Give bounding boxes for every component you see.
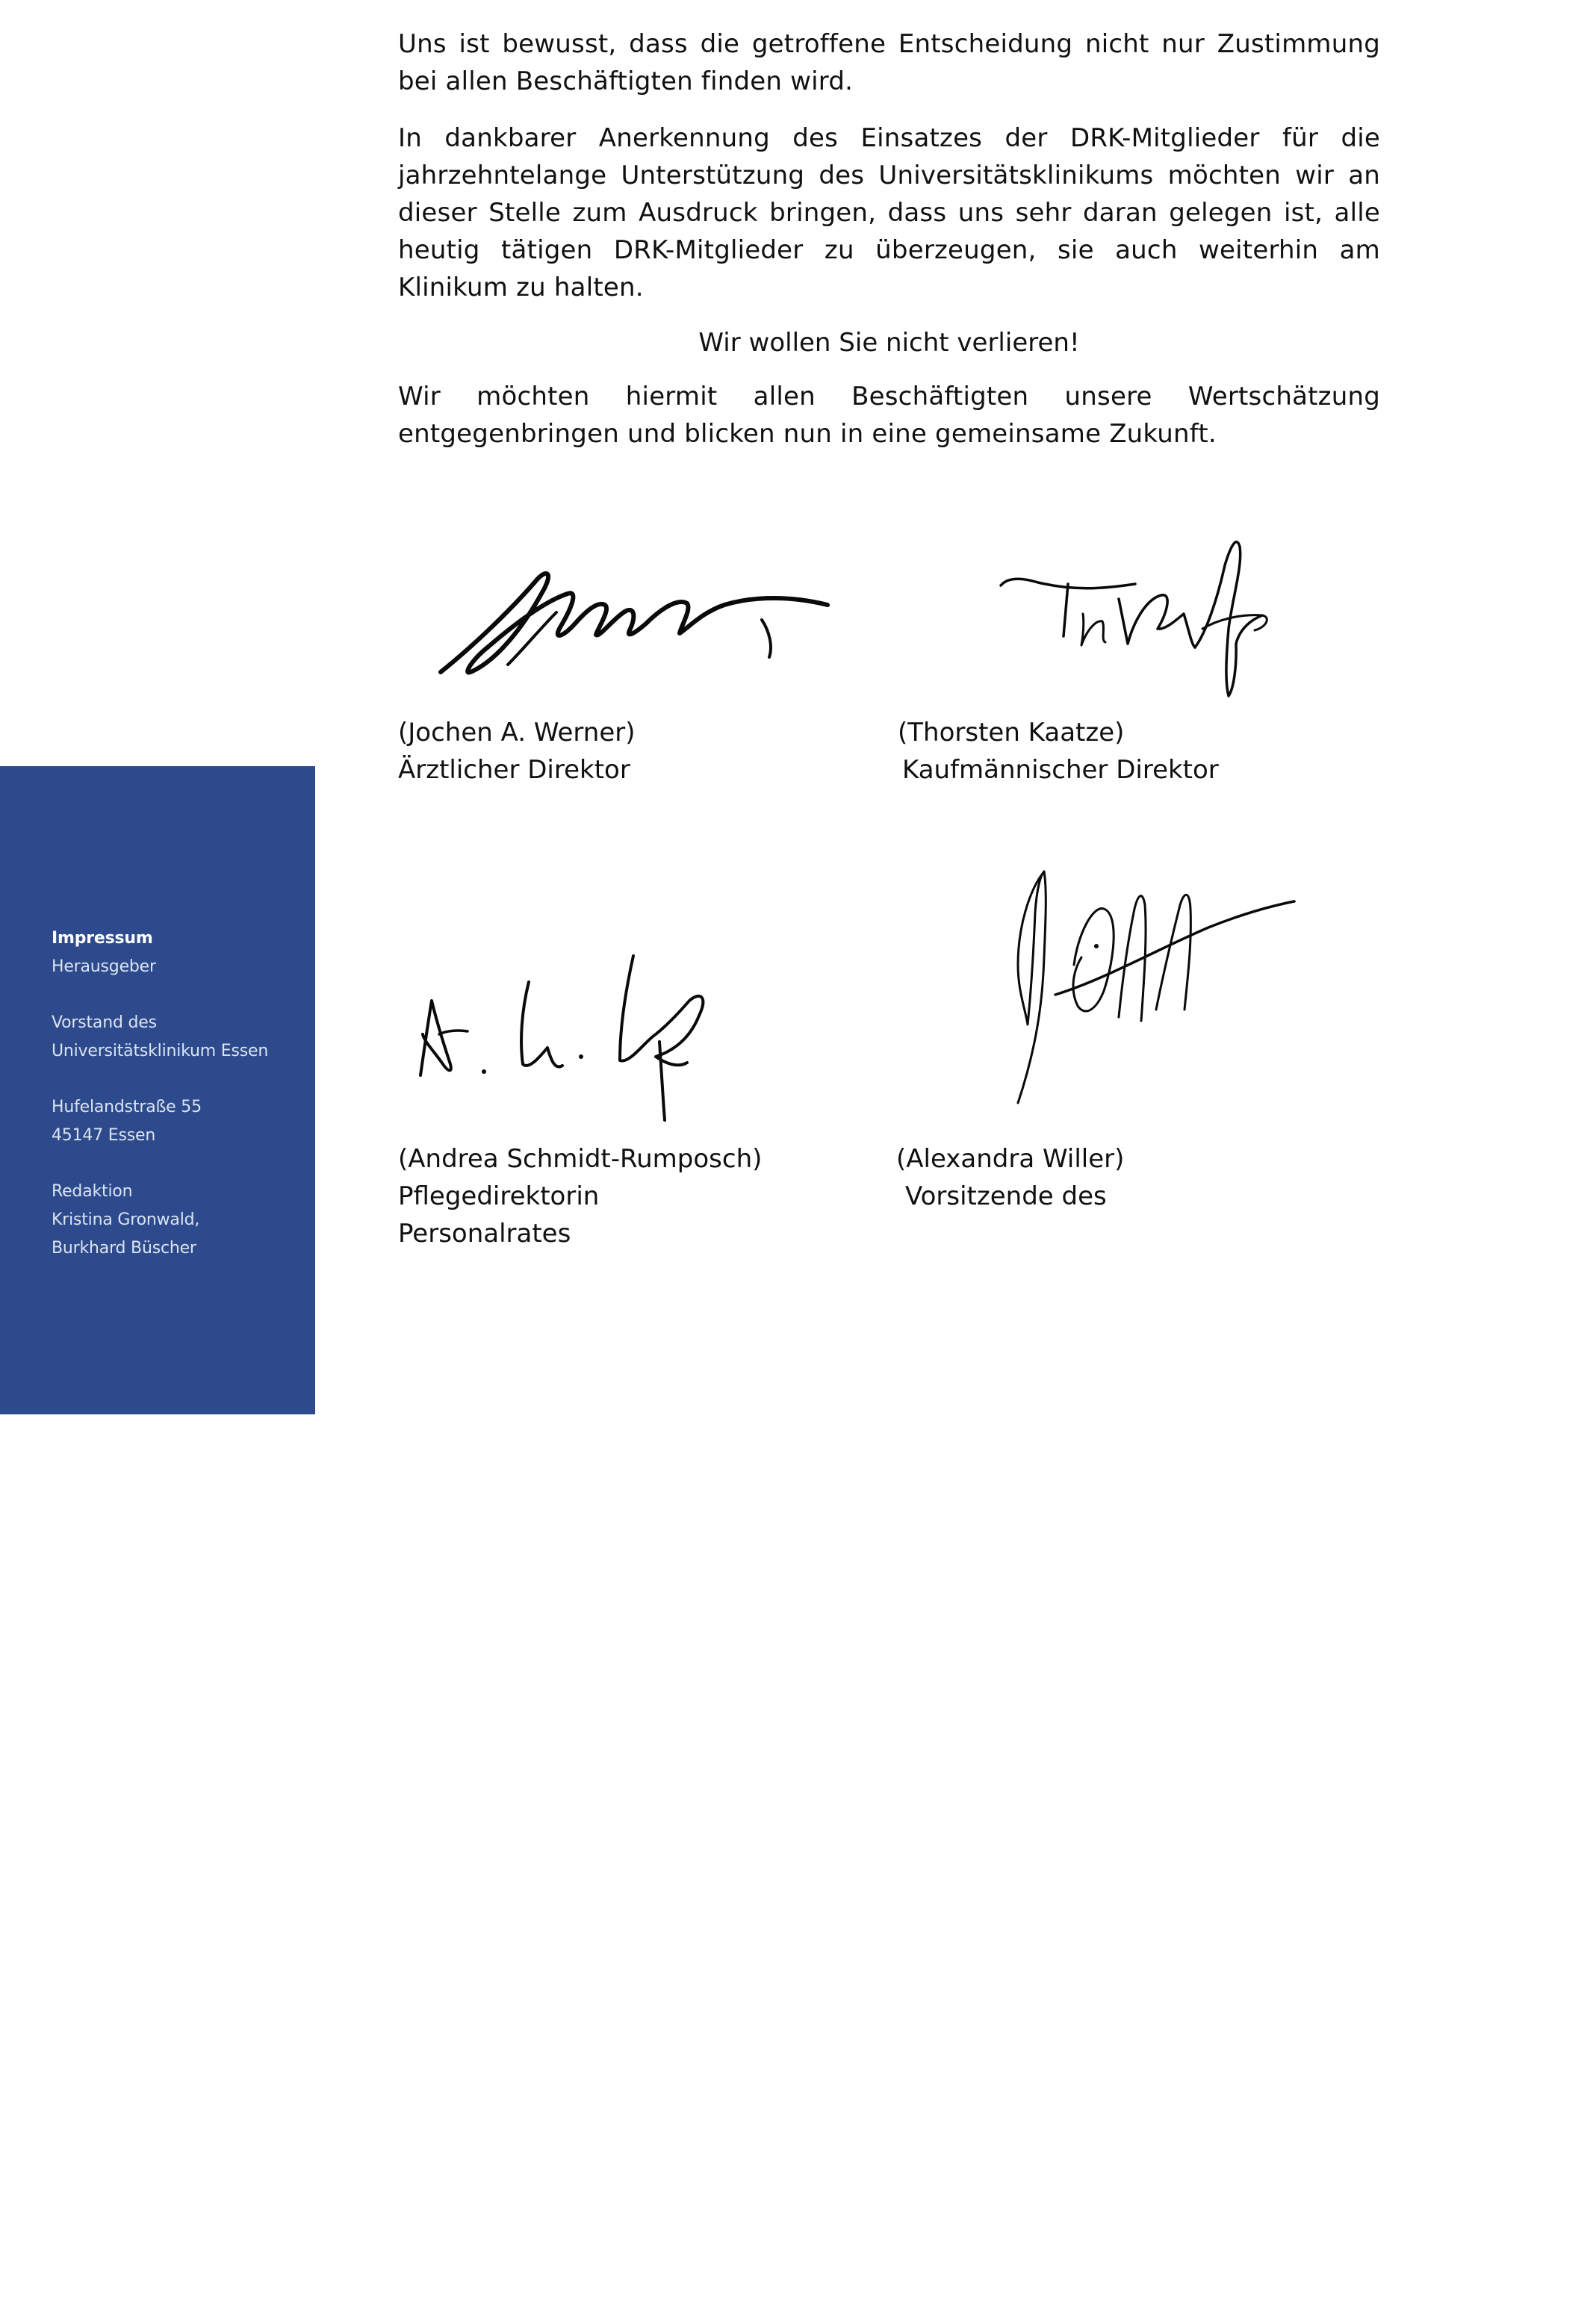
editorial-block xyxy=(52,1178,199,1263)
signatory-name: (Andrea Schmidt-Rumposch) xyxy=(398,1144,763,1174)
signature-schmidt-rumposch xyxy=(409,937,738,1131)
editor-name: Kristina Gronwald, xyxy=(52,1211,200,1229)
signatory-name: (Alexandra Willer) xyxy=(896,1144,1125,1174)
signatory-name: (Thorsten Kaatze) xyxy=(898,718,1125,748)
signatory-role: Ärztlicher Direktor xyxy=(398,755,630,785)
letter-slogan: Wir wollen Sie nicht verlieren! xyxy=(698,328,1080,358)
letter-paragraph: In dankbarer Anerkennung des Einsatzes der DRK-Mitglieder für die jahrzehntelange Unterstützung des Universitätsklinikums möchten wir an dieser Stelle zum Ausdruck bringen, dass uns sehr daran gelegen ist, alle heutig tätigen DRK-Mitglieder zu überzeugen, sie auch weiterhin am Klinikum zu halten. xyxy=(398,123,1380,302)
signatory-name: (Jochen A. Werner) xyxy=(398,718,636,748)
signatory-schmidt-rumposch xyxy=(398,1140,762,1252)
publisher-line: Universitätsklinikum Essen xyxy=(52,1042,269,1060)
editor-name: Burkhard Büscher xyxy=(52,1239,196,1258)
address-city: 45147 Essen xyxy=(52,1126,156,1145)
signatory-role: Vorsitzende des xyxy=(905,1181,1107,1211)
editorial-label: Redaktion xyxy=(52,1182,133,1201)
address-street: Hufelandstraße 55 xyxy=(52,1098,202,1116)
signatory-role: Kaufmännischer Direktor xyxy=(902,755,1219,785)
signature-kaatze xyxy=(993,532,1307,711)
letter-paragraph: Wir möchten hiermit allen Beschäftigten unsere Wertschätzung entgegenbringen und blicken nun in eine gemeinsame Zukunft. xyxy=(398,382,1380,449)
address-block xyxy=(52,1093,202,1150)
signatory-role: Pflegedirektorin xyxy=(398,1181,600,1211)
publisher-line: Vorstand des xyxy=(52,1013,157,1032)
signatory-role-continuation: Personalrates xyxy=(398,1219,571,1249)
signatory-werner xyxy=(398,714,636,789)
publisher-block xyxy=(52,1009,268,1066)
impressum-panel xyxy=(0,766,315,1414)
impressum-header xyxy=(52,924,156,981)
signature-werner xyxy=(418,560,836,687)
signatory-willer xyxy=(896,1140,1124,1215)
publisher-label: Herausgeber xyxy=(52,957,156,976)
letter-paragraph: Uns ist bewusst, dass die getroffene Entscheidung nicht nur Zustimmung bei allen Beschäftigten finden wird. xyxy=(398,29,1380,96)
signatory-kaatze xyxy=(898,714,1219,789)
signature-willer xyxy=(984,860,1298,1114)
impressum-title: Impressum xyxy=(52,929,153,948)
